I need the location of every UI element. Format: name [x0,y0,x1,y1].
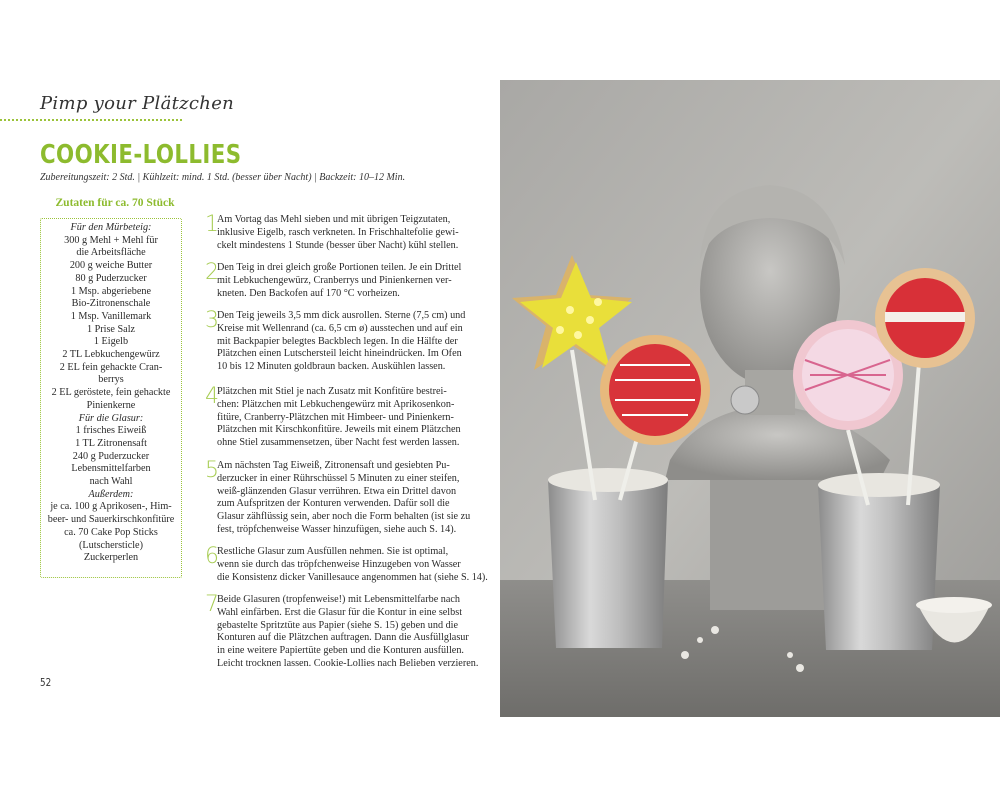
ingredient-line: Bio-Zitronenschale [71,298,151,310]
ingredients-heading: Zutaten für ca. 70 Stück [55,197,175,209]
ingredient-line: berrys [98,374,124,386]
ingredient-line: 2 EL fein gehackte Cran- [59,361,163,373]
step-number: 5 [205,458,219,483]
step-text-line: fest, tröpfchenweise Wasser hinzufügen, siehe auch S. 14). [217,523,457,535]
step-text-line: Leicht trocknen lassen. Cookie-Lollies nach Belieben verzieren. [217,657,479,669]
step-text-line: mit Lebkuchengewürz, Cranberrys und Pinienkernen ver- [217,274,452,286]
ingredient-line: nach Wahl [89,476,133,488]
ingredient-line: 240 g Puderzucker [72,450,150,462]
step-text-line: gebastelte Spritztüte aus Papier (siehe S. 15) geben und die [217,619,459,631]
step-text-line: mit Backpapier belegtes Backblech legen. In die Hälfte der [217,335,458,347]
red-round-cookie-left [600,335,710,445]
step-text-line: wenn sie durch das tröpfchenweise Hinzugeben von Wasser [217,558,461,570]
step-text-line: Am Vortag das Mehl sieben und mit übrigen Teigzutaten, [217,214,451,225]
ingredient-line: 200 g weiche Butter [69,260,153,272]
step-text-line: kneten. Den Backofen auf 170 °C vorheizen. [217,287,400,299]
metal-cup-left [548,468,668,648]
step-text-line: fitüre, Cranberry-Plätzchen mit Himbeer- und Pinienkern- [217,411,454,423]
ingredient-line: 2 EL geröstete, fein gehackte [51,387,171,399]
ingredient-line: die Arbeitsfläche [76,247,146,259]
step-text-line: Am nächsten Tag Eiweiß, Zitronensaft und gesiebten Pu- [217,460,450,471]
ingredient-line: 2 TL Lebkuchengewürz [62,349,160,361]
section-heading: Pimp your Plätzchen [40,93,235,114]
step-text-line: ohne Stiel zusammensetzen, über Nacht fest werden lassen. [217,437,460,449]
page-number: 52 [40,676,52,689]
ingredient-line: 80 g Puderzucker [75,272,147,284]
step-text [217,214,460,252]
ingredient-subheading: Außerdem: [88,488,134,500]
ingredient-line: 1 Msp. abgeriebene [70,285,152,297]
ingredient-line: (Lutschersticle) [79,539,143,551]
step-text-line: Glasur zähflüssig sein, aber noch die Form behalten (ist sie zu [217,511,471,523]
step-text [217,594,479,671]
step-text-line: Plätzchen einen Lutschersteil leicht hineindrücken. Im Ofen [217,348,462,360]
step-text-line: Beide Glasuren (tropfenweise!) mit Lebensmittelfarbe nach [217,594,460,605]
ingredient-line: 1 Msp. Vanillemark [70,310,152,322]
step-number: 7 [205,592,219,617]
ingredient-line: Zuckerperlen [83,552,139,564]
step-text [217,310,466,374]
dotted-divider [0,119,182,121]
step-number: 6 [205,544,219,569]
step-number: 1 [205,212,219,237]
step-text [217,386,460,450]
step-text-line: Plätzchen mit Kirschkonfitüre. Jeweils mit einem Plätzchen [217,424,461,436]
step-text [217,262,460,300]
step-number: 4 [205,384,219,409]
red-round-cookie-right [875,268,975,368]
step-text-line: die Konsistenz dicker Vanillesauce angenommen hat (siehe S. 14). [217,571,488,583]
step-text [217,460,471,537]
ingredient-subheading: Für den Mürbeteig: [70,222,152,233]
step-text-line: derzucker in einer Rührschüssel 5 Minuten zu einer steifen, [217,472,460,484]
ingredients-list [43,222,179,565]
step-number: 3 [205,308,219,333]
step-text-line: 10 bis 12 Minuten goldbraun backen. Auskühlen lassen. [217,361,446,373]
ingredient-line: 300 g Mehl + Mehl für [64,234,158,246]
step-text-line: Den Teig in drei gleich große Portionen teilen. Je ein Drittel [217,262,462,273]
step-text-line: Konturen auf die Plätzchen auftragen. Dann die Ausfüllglasur [217,632,469,644]
step-text-line: Plätzchen mit Stiel je nach Zusatz mit Konfitüre bestrei- [217,386,447,397]
recipe-title: COOKIE-LOLLIES [40,140,242,170]
step-text [217,546,488,584]
ingredient-line: beer- und Sauerkirschkonfitüre [47,514,175,526]
ingredient-line: 1 Eigelb [93,336,129,348]
ingredient-line: 1 Prise Salz [86,323,136,335]
step-text-line: chen: Plätzchen mit Lebkuchengewürz mit Aprikosenkon- [217,398,455,410]
cookie-lollies-photo [500,80,1000,717]
recipe-meta: Zubereitungszeit: 2 Std. | Kühlzeit: mind. 1 Std. (besser über Nacht) | Backzeit: 10–12 Min. [40,172,406,183]
ingredient-subheading: Für die Glasur: [78,412,144,424]
step-text-line: zum Aufspritzen der Konturen verwenden. Dafür soll die [217,498,450,510]
step-text-line: in eine weitere Papiertüte geben und die Konturen ausfüllen. [217,645,464,657]
step-text-line: Restliche Glasur zum Ausfüllen nehmen. Sie ist optimal, [217,546,449,557]
metal-cup-right [818,473,940,650]
ingredient-line: 1 TL Zitronensaft [75,437,147,449]
ingredient-line: ca. 70 Cake Pop Sticks [64,526,158,538]
step-text-line: inklusive Eigelb, rasch verkneten. In Frischhaltefolie gewi- [217,226,459,238]
step-text-line: weiß-glänzenden Glasur verrühren. Etwa ein Drittel davon [217,485,457,497]
ingredient-line: Lebensmittelfarben [71,463,151,475]
ingredient-line: 1 frisches Eiweiß [75,425,147,437]
step-text-line: Den Teig jeweils 3,5 mm dick ausrollen. Sterne (7,5 cm) und [217,310,466,321]
step-text-line: Kreise mit Wellenrand (ca. 6,5 cm ø) ausstechen und auf ein [217,322,463,334]
step-text-line: Wahl einfärben. Erst die Glasur für die Kontur in eine selbst [217,606,463,618]
step-number: 2 [205,260,219,285]
ingredient-line: Pinienkerne [86,399,136,411]
step-text-line: ckelt mindestens 1 Stunde (besser über Nacht) kühl stellen. [217,239,459,251]
ingredient-line: je ca. 100 g Aprikosen-, Him- [50,501,172,513]
